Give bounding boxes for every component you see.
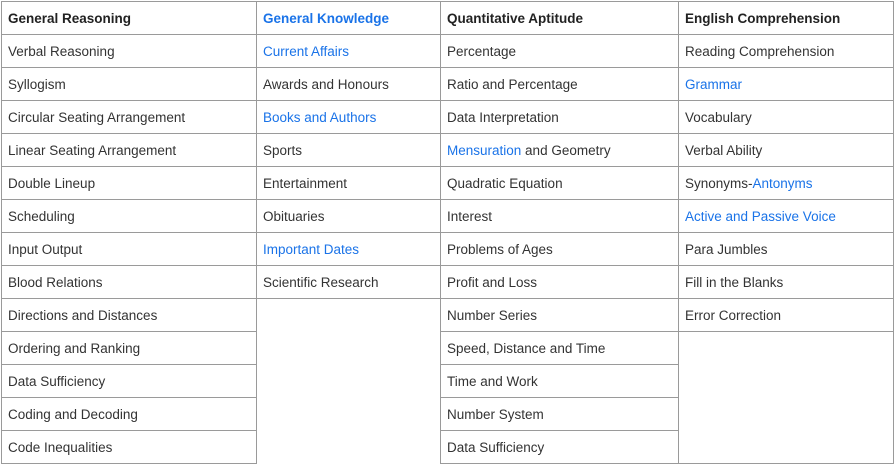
gr-cell: Syllogism xyxy=(2,68,257,101)
header-general-knowledge-link[interactable]: General Knowledge xyxy=(257,2,441,35)
table-row xyxy=(2,332,894,365)
table-row xyxy=(2,200,894,233)
gk-link-books-and-authors[interactable]: Books and Authors xyxy=(257,101,441,134)
ec-cell: Reading Comprehension xyxy=(679,35,894,68)
ec-cell: Para Jumbles xyxy=(679,233,894,266)
gr-cell: Linear Seating Arrangement xyxy=(2,134,257,167)
ec-cell: Error Correction xyxy=(679,299,894,332)
gr-cell: Ordering and Ranking xyxy=(2,332,257,365)
table-row xyxy=(2,299,894,332)
header-english-comprehension: English Comprehension xyxy=(679,2,894,35)
syllabus-topics-table xyxy=(1,1,894,464)
ec-cell: Fill in the Blanks xyxy=(679,266,894,299)
gr-cell: Data Sufficiency xyxy=(2,365,257,398)
qa-cell: Number Series xyxy=(441,299,679,332)
qa-cell: Profit and Loss xyxy=(441,266,679,299)
table-row xyxy=(2,266,894,299)
qa-cell: Time and Work xyxy=(441,365,679,398)
gr-cell: Verbal Reasoning xyxy=(2,35,257,68)
gr-cell: Code Inequalities xyxy=(2,431,257,464)
qa-cell-mensuration xyxy=(441,134,679,167)
qa-cell: Data Interpretation xyxy=(441,101,679,134)
gr-cell: Blood Relations xyxy=(2,266,257,299)
gr-cell: Directions and Distances xyxy=(2,299,257,332)
qa-cell: Problems of Ages xyxy=(441,233,679,266)
gr-cell: Double Lineup xyxy=(2,167,257,200)
ec-cell-synonyms xyxy=(679,167,894,200)
header-general-reasoning: General Reasoning xyxy=(2,2,257,35)
table-row xyxy=(2,68,894,101)
gr-cell: Circular Seating Arrangement xyxy=(2,101,257,134)
qa-cell: Ratio and Percentage xyxy=(441,68,679,101)
qa-cell: Data Sufficiency xyxy=(441,431,679,464)
ec-cell: Verbal Ability xyxy=(679,134,894,167)
qa-cell: Speed, Distance and Time xyxy=(441,332,679,365)
qa-cell: Interest xyxy=(441,200,679,233)
header-quantitative-aptitude: Quantitative Aptitude xyxy=(441,2,679,35)
gk-cell: Sports xyxy=(257,134,441,167)
gk-link-important-dates[interactable]: Important Dates xyxy=(257,233,441,266)
table-row xyxy=(2,35,894,68)
ec-link-antonyms[interactable]: Antonyms xyxy=(752,175,813,191)
gk-cell: Obituaries xyxy=(257,200,441,233)
table-row xyxy=(2,233,894,266)
header-row xyxy=(2,2,894,35)
qa-cell: Number System xyxy=(441,398,679,431)
qa-mensuration-rest: and Geometry xyxy=(521,142,611,158)
table-row xyxy=(2,134,894,167)
ec-link-grammar[interactable]: Grammar xyxy=(679,68,894,101)
gk-empty-cell xyxy=(257,299,441,464)
ec-empty-cell xyxy=(679,332,894,464)
ec-synonyms-text: Synonyms- xyxy=(685,175,753,191)
table-row xyxy=(2,167,894,200)
ec-link-active-passive-voice[interactable]: Active and Passive Voice xyxy=(679,200,894,233)
table-row xyxy=(2,101,894,134)
gr-cell: Scheduling xyxy=(2,200,257,233)
gk-cell: Entertainment xyxy=(257,167,441,200)
gr-cell: Input Output xyxy=(2,233,257,266)
gr-cell: Coding and Decoding xyxy=(2,398,257,431)
qa-cell: Percentage xyxy=(441,35,679,68)
ec-cell: Vocabulary xyxy=(679,101,894,134)
gk-link-current-affairs[interactable]: Current Affairs xyxy=(257,35,441,68)
gk-cell: Awards and Honours xyxy=(257,68,441,101)
gk-cell: Scientific Research xyxy=(257,266,441,299)
qa-link-mensuration[interactable]: Mensuration xyxy=(447,142,522,158)
qa-cell: Quadratic Equation xyxy=(441,167,679,200)
